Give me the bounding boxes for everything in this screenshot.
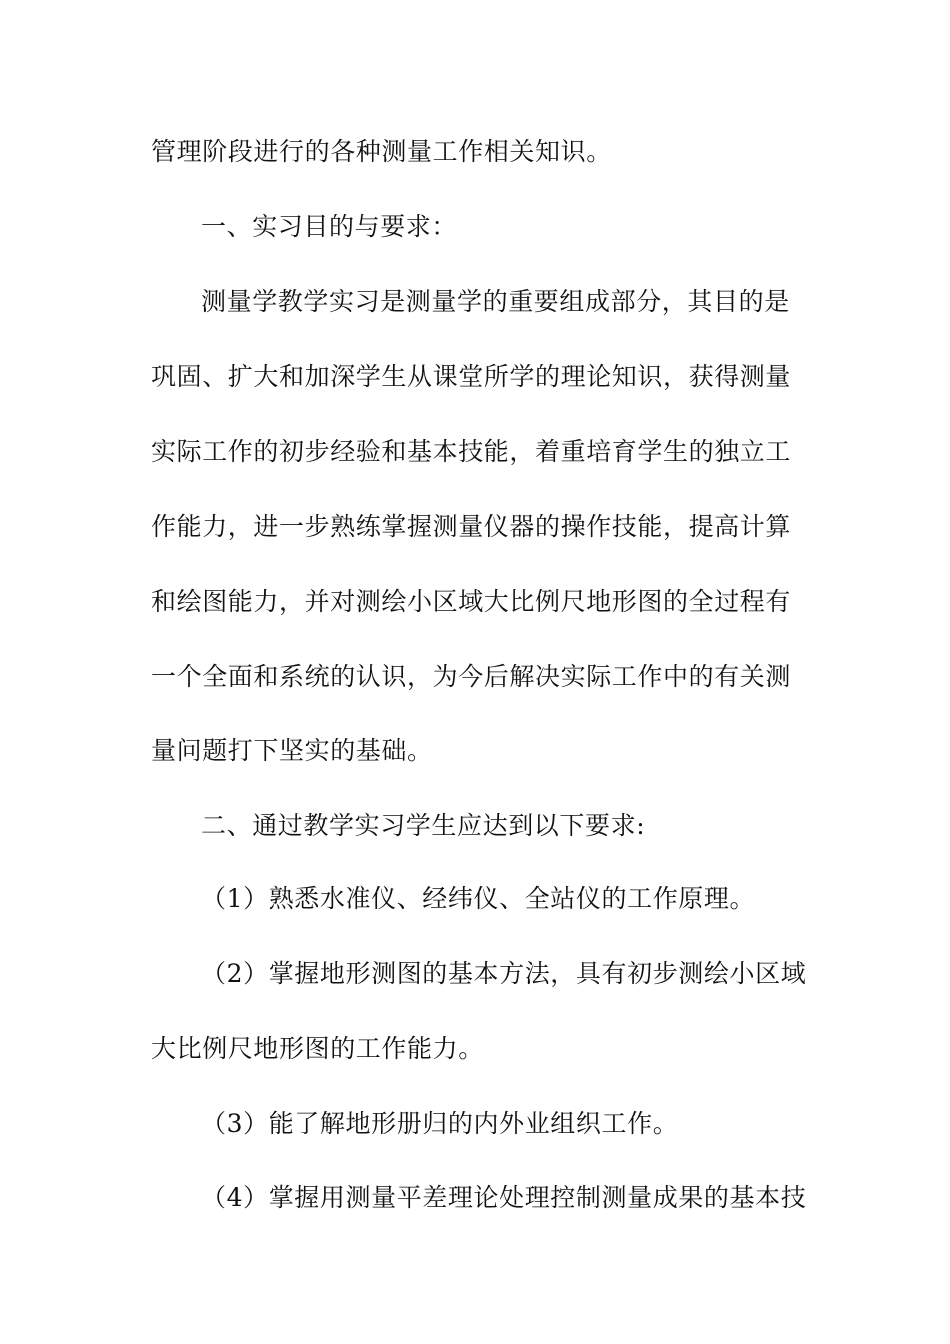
paragraph-line: 巩固、扩大和加深学生从课堂所学的理论知识，获得测量 <box>151 362 792 391</box>
paragraph-line: 和绘图能力，并对测绘小区域大比例尺地形图的全过程有 <box>151 587 792 616</box>
list-item-continuation: 大比例尺地形图的工作能力。 <box>151 1034 484 1063</box>
section-heading-2: 二、通过教学实习学生应达到以下要求: <box>201 811 646 840</box>
paragraph-line: 测量学教学实习是测量学的重要组成部分，其目的是 <box>201 287 790 316</box>
section-heading-1: 一、实习目的与要求： <box>201 212 458 241</box>
paragraph-line: 管理阶段进行的各种测量工作相关知识。 <box>151 137 612 166</box>
paragraph-line: 一个全面和系统的认识，为今后解决实际工作中的有关测 <box>151 662 792 691</box>
list-item: （4）掌握用测量平差理论处理控制测量成果的基本技 <box>201 1183 807 1212</box>
paragraph-line: 实际工作的初步经验和基本技能，着重培育学生的独立工 <box>151 437 792 466</box>
list-item: （1）熟悉水准仪、经纬仪、全站仪的工作原理。 <box>201 884 756 913</box>
paragraph-line: 量问题打下坚实的基础。 <box>151 736 433 765</box>
list-item: （3）能了解地形册归的内外业组织工作。 <box>201 1109 679 1138</box>
paragraph-line: 作能力，进一步熟练掌握测量仪器的操作技能，提高计算 <box>151 512 792 541</box>
list-item: （2）掌握地形测图的基本方法，具有初步测绘小区域 <box>201 959 807 988</box>
